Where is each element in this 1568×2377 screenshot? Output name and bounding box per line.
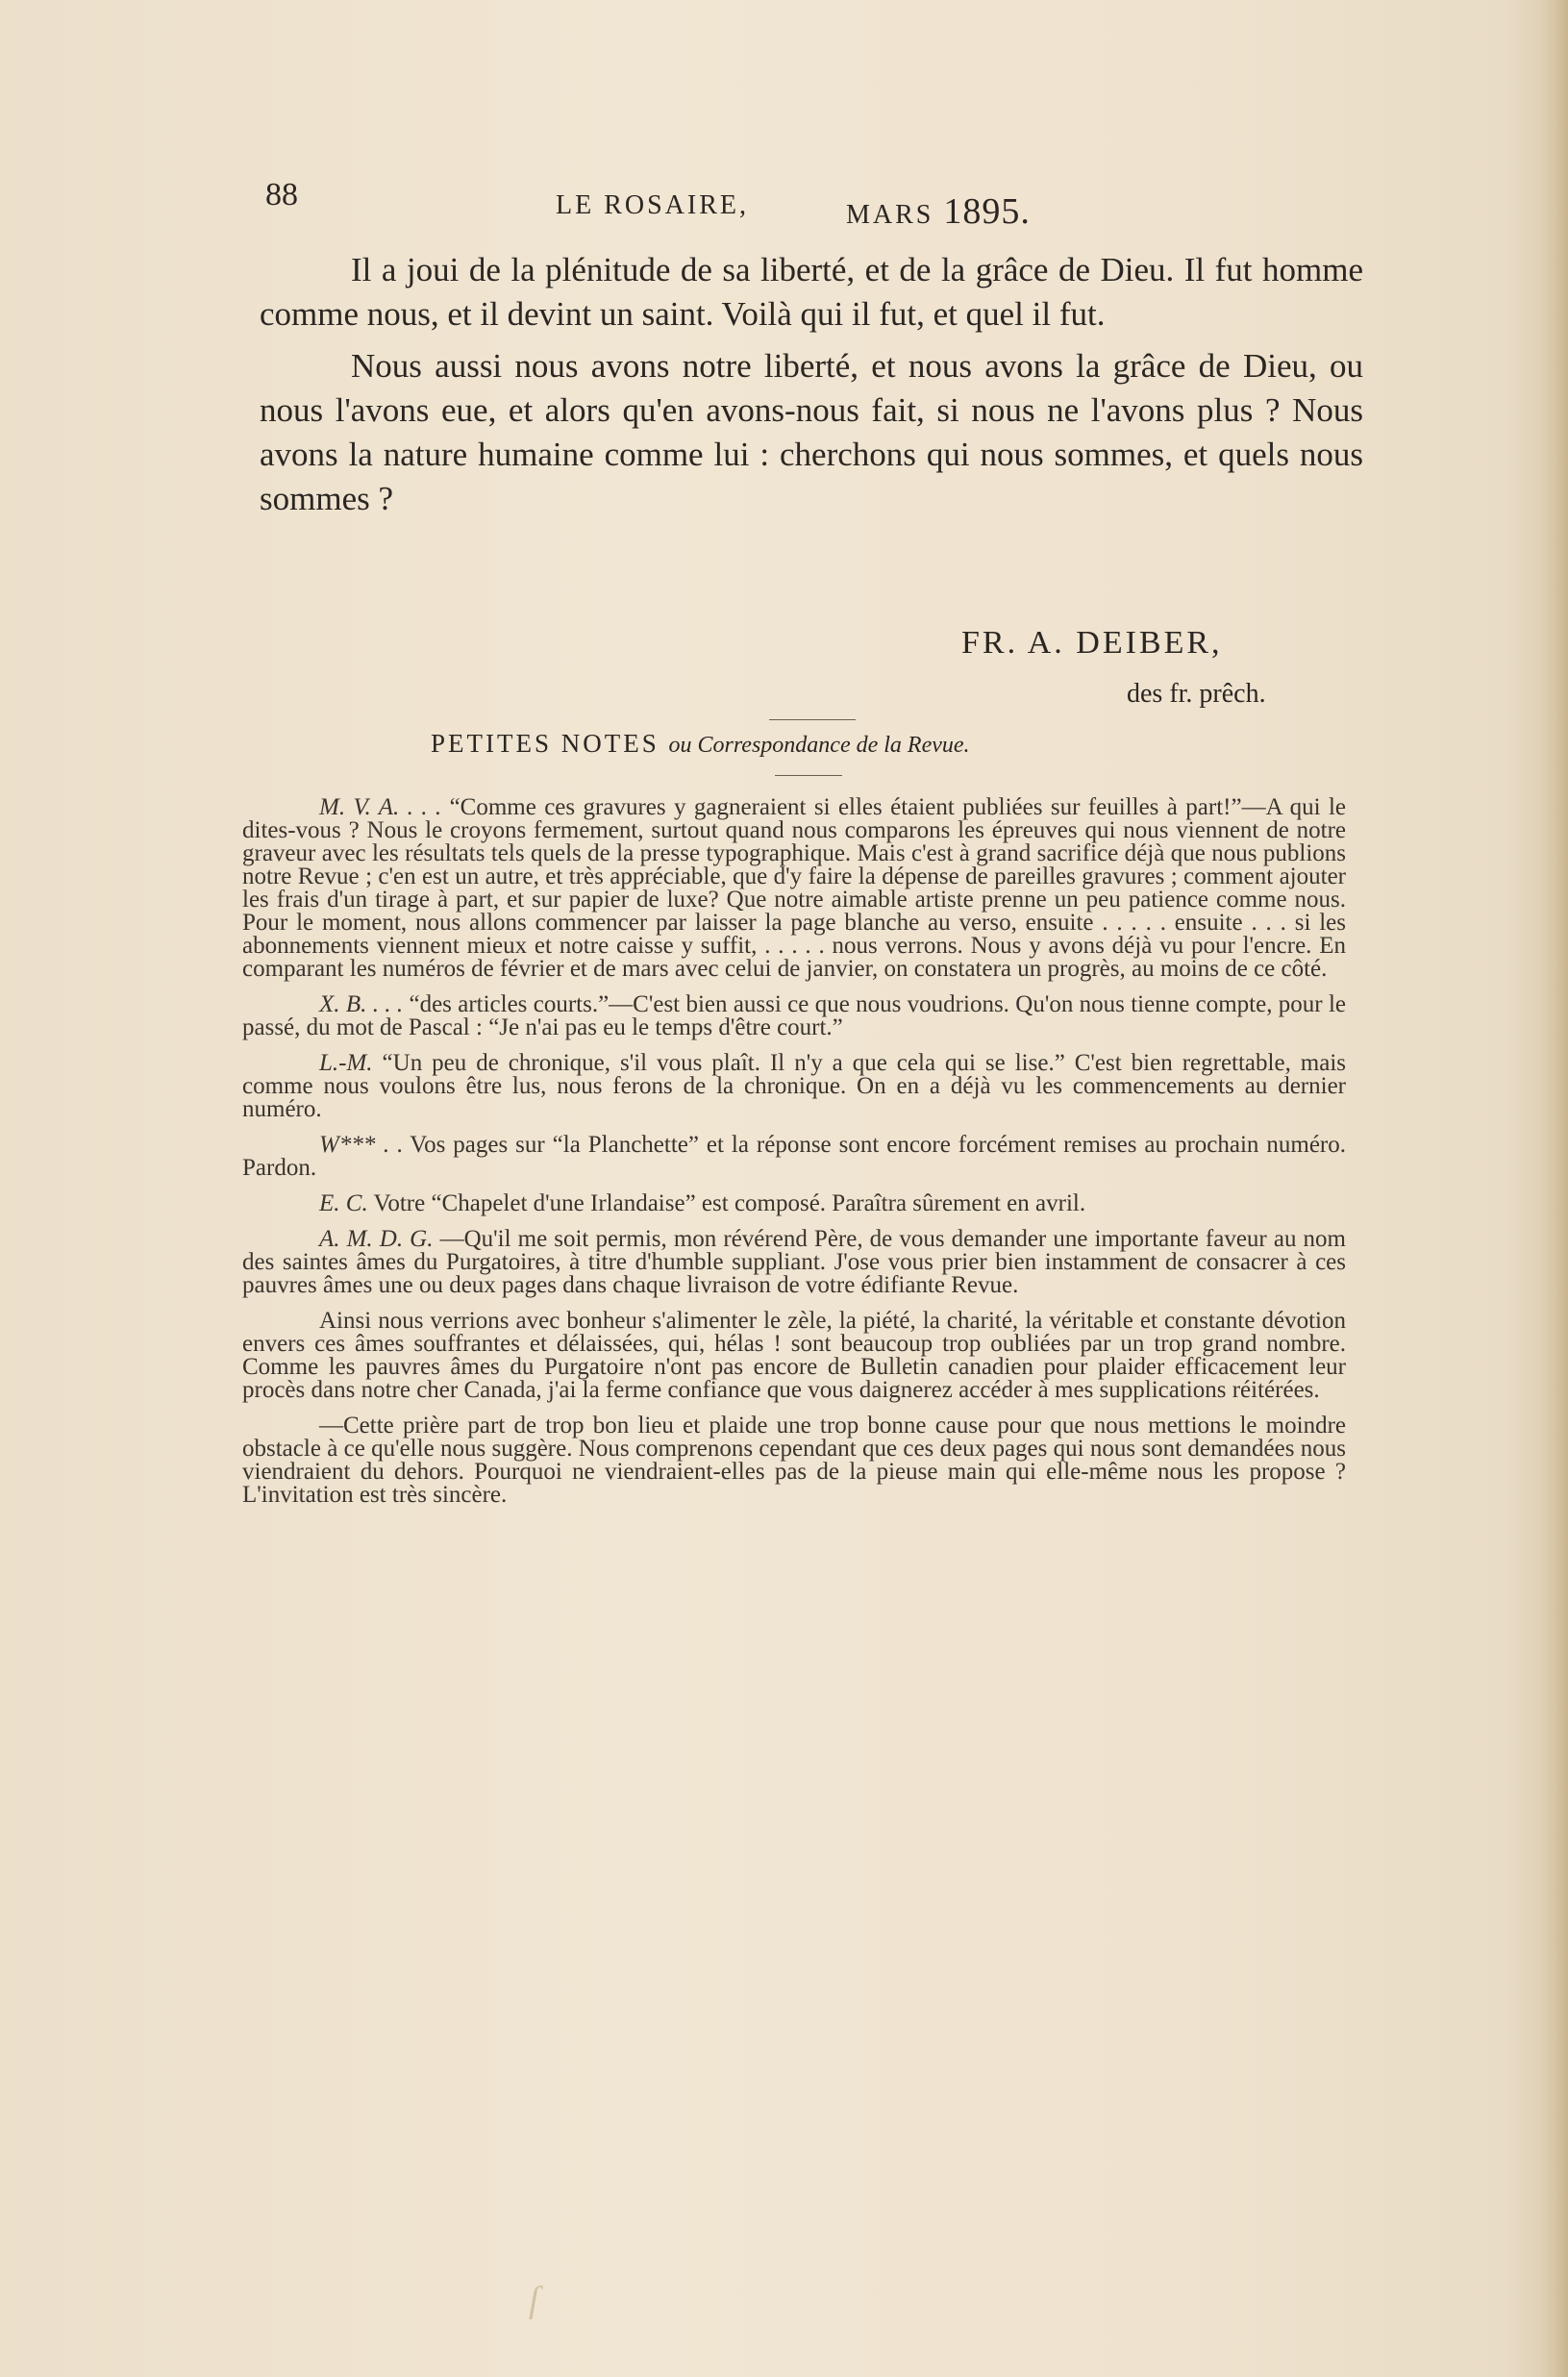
correspondence-note xyxy=(242,796,1346,981)
note-text: —Cette prière part de trop bon lieu et plaide une trop bonne cause pour que nous mettions le moindre obstacle à ce qu'elle nous suggère. Nous comprenons cependant que ces deux pages qui nous sont demandées nous viendraient du dehors. Pourquoi ne viendraient-elles pas de la pieuse main qui elle-même nous les propose ? L'invitation est très sincère. xyxy=(242,1413,1346,1508)
note-text: . . Vos pages sur “la Planchette” et la réponse sont encore forcément remises au prochain numéro. Pardon. xyxy=(242,1132,1347,1181)
section-subtitle: ou Correspondance de la Revue. xyxy=(668,733,970,758)
article-paragraph: Nous aussi nous avons notre liberté, et nous avons la grâce de Dieu, ou nous l'avons eue, et alors qu'en avons-nous fait, si nous ne l'avons plus ? Nous avons la nature humaine comme lui : cherchons qui nous sommes, et quels nous sommes ? xyxy=(260,347,1363,517)
note-text: —Qu'il me soit permis, mon révérend Père, de vous demander une importante faveur au nom des saintes âmes du Purgatoires, à titre d'humble suppliant. J'ose vous prier bien instamment de consacrer à ces pauvres âmes une ou deux pages dans chaque livraison de votre édifiante Revue. xyxy=(242,1226,1346,1298)
note-text: “Un peu de chronique, s'il vous plaît. Il n'y a que cela qui se lise.” C'est bien regrettable, mais comme nous voulons être lus, nous ferons de la chronique. On en a déjà vu les commencements au dernier numéro. xyxy=(242,1050,1347,1122)
correspondence-note xyxy=(242,1052,1346,1121)
article-body xyxy=(260,248,1363,529)
section-divider xyxy=(769,719,856,720)
note-text: Ainsi nous verrions avec bonheur s'alimenter le zèle, la piété, la charité, la véritable et constante dévotion envers ces âmes souffrantes et délaissées, qui, hélas ! sont beaucoup trop oubliées par un trop grand nombre. Comme les pauvres âmes du Purgatoire n'ont pas encore de Bulletin canadien pour plaider efficacement leur procès dans notre cher Canada, j'ai la ferme confiance que vous daignerez accéder à mes supplications réitérées. xyxy=(242,1308,1346,1403)
correspondence-note-continued xyxy=(242,1310,1346,1402)
issue-month: MARS xyxy=(846,200,934,230)
note-sender: W*** xyxy=(319,1132,376,1158)
note-text: Votre “Chapelet d'une Irlandaise” est composé. Paraîtra sûrement en avril. xyxy=(373,1190,1086,1216)
author-title: des fr. prêch. xyxy=(1127,679,1266,709)
author-signature: FR. A. DEIBER, xyxy=(961,625,1223,661)
correspondence-note xyxy=(242,993,1346,1039)
page-number: 88 xyxy=(265,177,298,213)
issue-date xyxy=(846,190,1031,233)
note-text: “Comme ces gravures y gagneraient si elles étaient publiées sur feuilles à part!”—A qui le dites-vous ? Nous le croyons fermement, surtout quand nous comparons les épreuves qui nous viennent de notre graveur avec les résultats tels quels de la presse typographique. Mais c'est à grand sacrifice déjà que nous publions notre Revue ; c'en est un autre, et très appréciable, que d'y faire la dépense de pareilles gravures ; comment ajouter les frais d'un tirage à part, et sur papier de luxe? Que notre aimable artiste prenne un peu patience comme nous. Pour le moment, nous allons commencer par laisser la page blanche au verso, ensuite . . . . . ensuite . . . si les abonnements viennent mieux et notre caisse y suffit, . . . . . nous verrons. Nous y avons déjà vu pour l'encre. En comparant les numéros de février et de mars avec celui de janvier, on constatera un progrès, au moins de ce côté. xyxy=(242,794,1347,982)
note-sender: L.-M. xyxy=(319,1050,373,1076)
correspondence-notes xyxy=(242,796,1346,1519)
note-sender: A. M. D. G. xyxy=(319,1226,434,1252)
section-title: PETITES NOTES xyxy=(431,729,660,758)
correspondence-note xyxy=(242,1228,1346,1297)
bleed-through-mark: ſ xyxy=(529,2280,539,2320)
running-head xyxy=(258,169,1354,232)
note-sender: E. C. xyxy=(319,1190,368,1216)
section-heading xyxy=(431,729,970,759)
journal-title: LE ROSAIRE, xyxy=(556,190,749,220)
note-sender: X. B. . . . xyxy=(319,991,404,1017)
page-edge-shadow xyxy=(1541,0,1568,2377)
article-paragraph: Il a joui de la plénitude de sa liberté, et de la grâce de Dieu. Il fut homme comme nous, et il devint un saint. Voilà qui il fut, et quel il fut. xyxy=(260,251,1363,333)
note-sender: M. V. A. . . . xyxy=(319,794,442,820)
correspondence-note xyxy=(242,1192,1346,1215)
note-text: “des articles courts.”—C'est bien aussi ce que nous voudrions. Qu'on nous tienne compte, pour le passé, du mot de Pascal : “Je n'ai pas eu le temps d'être court.” xyxy=(242,991,1346,1040)
correspondence-note xyxy=(242,1134,1346,1180)
section-underline xyxy=(775,775,842,776)
editor-reply xyxy=(242,1414,1346,1507)
issue-year: 1895. xyxy=(943,191,1031,232)
